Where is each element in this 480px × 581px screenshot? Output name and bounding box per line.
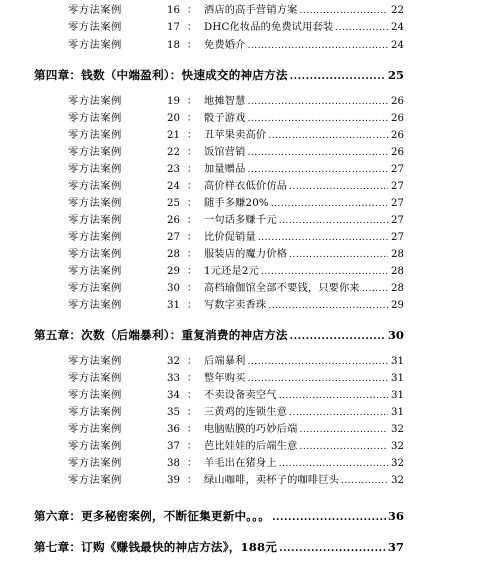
case-colon: ：	[186, 181, 198, 192]
case-colon: ：	[186, 147, 198, 158]
case-colon: ：	[186, 407, 198, 418]
case-colon: ：	[186, 424, 198, 435]
dot-leader	[289, 406, 388, 420]
toc-entry-case-24[interactable]	[68, 179, 404, 194]
dot-leader	[300, 423, 389, 437]
chapter-title: 第四章：钱数（中端盈利）：快速成交的神店方法	[34, 68, 288, 82]
dot-leader	[290, 328, 386, 344]
case-title: 高档瑜伽馆全部不要钱，只要你来	[204, 283, 360, 294]
page-number: 26	[391, 96, 404, 107]
case-colon: ：	[186, 249, 198, 260]
case-label: 零方法案例	[68, 215, 122, 226]
toc-entry-case-31[interactable]	[68, 298, 404, 313]
page-number: 28	[391, 283, 404, 294]
chapter-title: 第六章：更多秘密案例，不断征集更新中。。。	[34, 509, 271, 523]
dot-leader	[279, 540, 386, 556]
page-number: 32	[391, 424, 404, 435]
toc-chapter-5[interactable]	[34, 326, 404, 344]
case-title: 免费婚介	[204, 40, 246, 51]
case-number: 26	[167, 215, 180, 226]
case-number: 32	[167, 356, 180, 367]
page-number: 28	[391, 266, 404, 277]
case-label: 零方法案例	[68, 40, 122, 51]
case-number: 21	[167, 130, 180, 141]
page-number: 26	[391, 147, 404, 158]
case-number: 22	[167, 147, 180, 158]
case-number: 33	[167, 373, 180, 384]
dot-leader	[248, 112, 388, 126]
case-label: 零方法案例	[68, 164, 122, 175]
toc-entry-case-17[interactable]	[68, 20, 404, 35]
toc-entry-case-16[interactable]	[68, 3, 404, 18]
page-number: 24	[391, 40, 404, 51]
case-title: DHC化妆品的免费试用套装	[204, 22, 334, 33]
case-colon: ：	[186, 113, 198, 124]
chapter-title: 第五章：次数（后端暴利）：重复消费的神店方法	[34, 328, 288, 342]
page-number: 30	[387, 328, 404, 342]
case-label: 零方法案例	[68, 407, 122, 418]
case-title: 酒店的高手营销方案	[204, 5, 298, 16]
case-label: 零方法案例	[68, 249, 122, 260]
case-label: 零方法案例	[68, 283, 122, 294]
page-number: 32	[391, 441, 404, 452]
dot-leader	[279, 457, 388, 471]
page-number: 31	[391, 373, 404, 384]
dot-leader	[248, 163, 388, 177]
page-number: 26	[391, 130, 404, 141]
case-number: 38	[167, 458, 180, 469]
dot-leader	[289, 248, 388, 262]
case-colon: ：	[186, 441, 198, 452]
chapter-title: 第七章：订购《赚钱最快的神店方法》，188元	[34, 540, 278, 554]
case-number: 25	[167, 198, 180, 209]
case-title: 羊毛出在猪身上	[204, 458, 277, 469]
dot-leader	[335, 21, 388, 35]
case-title: 1元还是2元	[204, 266, 259, 277]
case-number: 19	[167, 96, 180, 107]
case-label: 零方法案例	[68, 356, 122, 367]
case-label: 零方法案例	[68, 475, 122, 486]
dot-leader	[261, 265, 388, 279]
case-number: 27	[167, 232, 180, 243]
case-title: 一句话多赚千元	[204, 215, 277, 226]
dot-leader	[279, 389, 388, 403]
case-number: 35	[167, 407, 180, 418]
case-title: 三黄鸡的连锁生意	[204, 407, 288, 418]
case-label: 零方法案例	[68, 373, 122, 384]
case-label: 零方法案例	[68, 96, 122, 107]
toc-entry-case-32[interactable]	[68, 354, 404, 369]
dot-leader	[248, 39, 388, 53]
case-title: 后端暴利	[204, 356, 246, 367]
dot-leader	[290, 68, 386, 84]
case-title: 写数字卖香珠	[204, 300, 267, 311]
toc-chapter-7[interactable]	[34, 538, 404, 556]
case-colon: ：	[186, 373, 198, 384]
case-colon: ：	[186, 475, 198, 486]
case-title: 随手多赚20%	[204, 198, 269, 209]
page-number: 32	[391, 475, 404, 486]
case-title: 加量赠品	[204, 164, 246, 175]
dot-leader	[248, 95, 388, 109]
case-title: 高价样衣低价仿品	[204, 181, 288, 192]
page-number: 27	[391, 232, 404, 243]
case-colon: ：	[186, 232, 198, 243]
case-number: 37	[167, 441, 180, 452]
dot-leader	[362, 282, 388, 296]
toc-entry-case-35[interactable]	[68, 405, 404, 420]
toc-entry-case-29[interactable]	[68, 264, 404, 279]
case-number: 36	[167, 424, 180, 435]
case-title: 芭比娃娃的后端生意	[204, 441, 298, 452]
dot-leader	[271, 197, 388, 211]
case-number: 34	[167, 390, 180, 401]
case-label: 零方法案例	[68, 441, 122, 452]
case-title: 比价促销量	[204, 232, 256, 243]
toc-entry-case-34[interactable]	[68, 388, 404, 403]
page-number: 27	[391, 215, 404, 226]
dot-leader	[289, 180, 388, 194]
toc-entry-case-22[interactable]	[68, 145, 404, 160]
page-number: 36	[387, 509, 404, 523]
case-colon: ：	[186, 40, 198, 51]
case-title: 丑苹果卖高价	[204, 130, 267, 141]
page-number: 29	[391, 300, 404, 311]
page-number: 31	[391, 390, 404, 401]
case-number: 31	[167, 300, 180, 311]
case-number: 39	[167, 475, 180, 486]
toc-chapter-6[interactable]	[34, 507, 404, 525]
case-title: 整年购买	[204, 373, 246, 384]
dot-leader	[341, 474, 388, 488]
case-title: 饭馆营销	[204, 147, 246, 158]
case-label: 零方法案例	[68, 300, 122, 311]
dot-leader	[248, 355, 388, 369]
toc-entry-case-25[interactable]	[68, 196, 404, 211]
toc-entry-case-36[interactable]	[68, 422, 404, 437]
page-number: 27	[391, 181, 404, 192]
case-colon: ：	[186, 96, 198, 107]
case-number: 24	[167, 181, 180, 192]
toc-entry-case-33[interactable]	[68, 371, 404, 386]
dot-leader	[268, 129, 388, 143]
case-title: 服装店的魔力价格	[204, 249, 288, 260]
toc-entry-case-27[interactable]	[68, 230, 404, 245]
case-colon: ：	[186, 130, 198, 141]
case-number: 17	[167, 22, 180, 33]
case-colon: ：	[186, 22, 198, 33]
case-colon: ：	[186, 215, 198, 226]
case-title: 不卖设备卖空气	[204, 390, 277, 401]
toc-entry-case-26[interactable]	[68, 213, 404, 228]
case-title: 骰子游戏	[204, 113, 246, 124]
page-number: 32	[391, 458, 404, 469]
dot-leader	[258, 231, 388, 245]
case-colon: ：	[186, 164, 198, 175]
case-label: 零方法案例	[68, 113, 122, 124]
dot-leader	[279, 214, 388, 228]
page-number: 22	[391, 5, 404, 16]
page-number: 25	[387, 68, 404, 82]
case-number: 18	[167, 40, 180, 51]
case-label: 零方法案例	[68, 232, 122, 243]
case-label: 零方法案例	[68, 22, 122, 33]
page-number: 27	[391, 164, 404, 175]
toc-entry-case-18[interactable]	[68, 38, 404, 53]
dot-leader	[248, 146, 388, 160]
page-number: 26	[391, 113, 404, 124]
dot-leader	[300, 4, 389, 18]
dot-leader	[268, 299, 388, 313]
case-colon: ：	[186, 266, 198, 277]
case-label: 零方法案例	[68, 424, 122, 435]
toc-entry-case-19[interactable]	[68, 94, 404, 109]
page-number: 24	[391, 22, 404, 33]
case-label: 零方法案例	[68, 147, 122, 158]
page-number: 28	[391, 249, 404, 260]
case-number: 16	[167, 5, 180, 16]
toc-entry-case-38[interactable]	[68, 456, 404, 471]
case-colon: ：	[186, 458, 198, 469]
toc-entry-case-39[interactable]	[68, 473, 404, 488]
page-number: 31	[391, 407, 404, 418]
case-number: 23	[167, 164, 180, 175]
case-label: 零方法案例	[68, 130, 122, 141]
case-number: 29	[167, 266, 180, 277]
case-label: 零方法案例	[68, 266, 122, 277]
toc-entry-case-23[interactable]	[68, 162, 404, 177]
case-title: 电脑贴膜的巧妙后端	[204, 424, 298, 435]
page-number: 37	[387, 540, 404, 554]
case-label: 零方法案例	[68, 458, 122, 469]
case-label: 零方法案例	[68, 5, 122, 16]
case-colon: ：	[186, 5, 198, 16]
toc-entry-case-21[interactable]	[68, 128, 404, 143]
case-label: 零方法案例	[68, 181, 122, 192]
case-colon: ：	[186, 198, 198, 209]
case-title: 地摊智慧	[204, 96, 246, 107]
case-number: 30	[167, 283, 180, 294]
dot-leader	[272, 509, 386, 525]
toc-entry-case-37[interactable]	[68, 439, 404, 454]
case-label: 零方法案例	[68, 198, 122, 209]
dot-leader	[248, 372, 388, 386]
case-number: 28	[167, 249, 180, 260]
page-number: 27	[391, 198, 404, 209]
toc-entry-case-20[interactable]	[68, 111, 404, 126]
case-label: 零方法案例	[68, 390, 122, 401]
case-colon: ：	[186, 356, 198, 367]
case-title: 绿山咖啡，卖杯子的咖啡巨头	[204, 475, 340, 486]
toc-chapter-4[interactable]	[34, 66, 404, 84]
toc-entry-case-30[interactable]	[68, 281, 404, 296]
case-colon: ：	[186, 390, 198, 401]
page-number: 31	[391, 356, 404, 367]
case-colon: ：	[186, 300, 198, 311]
dot-leader	[300, 440, 389, 454]
case-colon: ：	[186, 283, 198, 294]
case-number: 20	[167, 113, 180, 124]
toc-entry-case-28[interactable]	[68, 247, 404, 262]
